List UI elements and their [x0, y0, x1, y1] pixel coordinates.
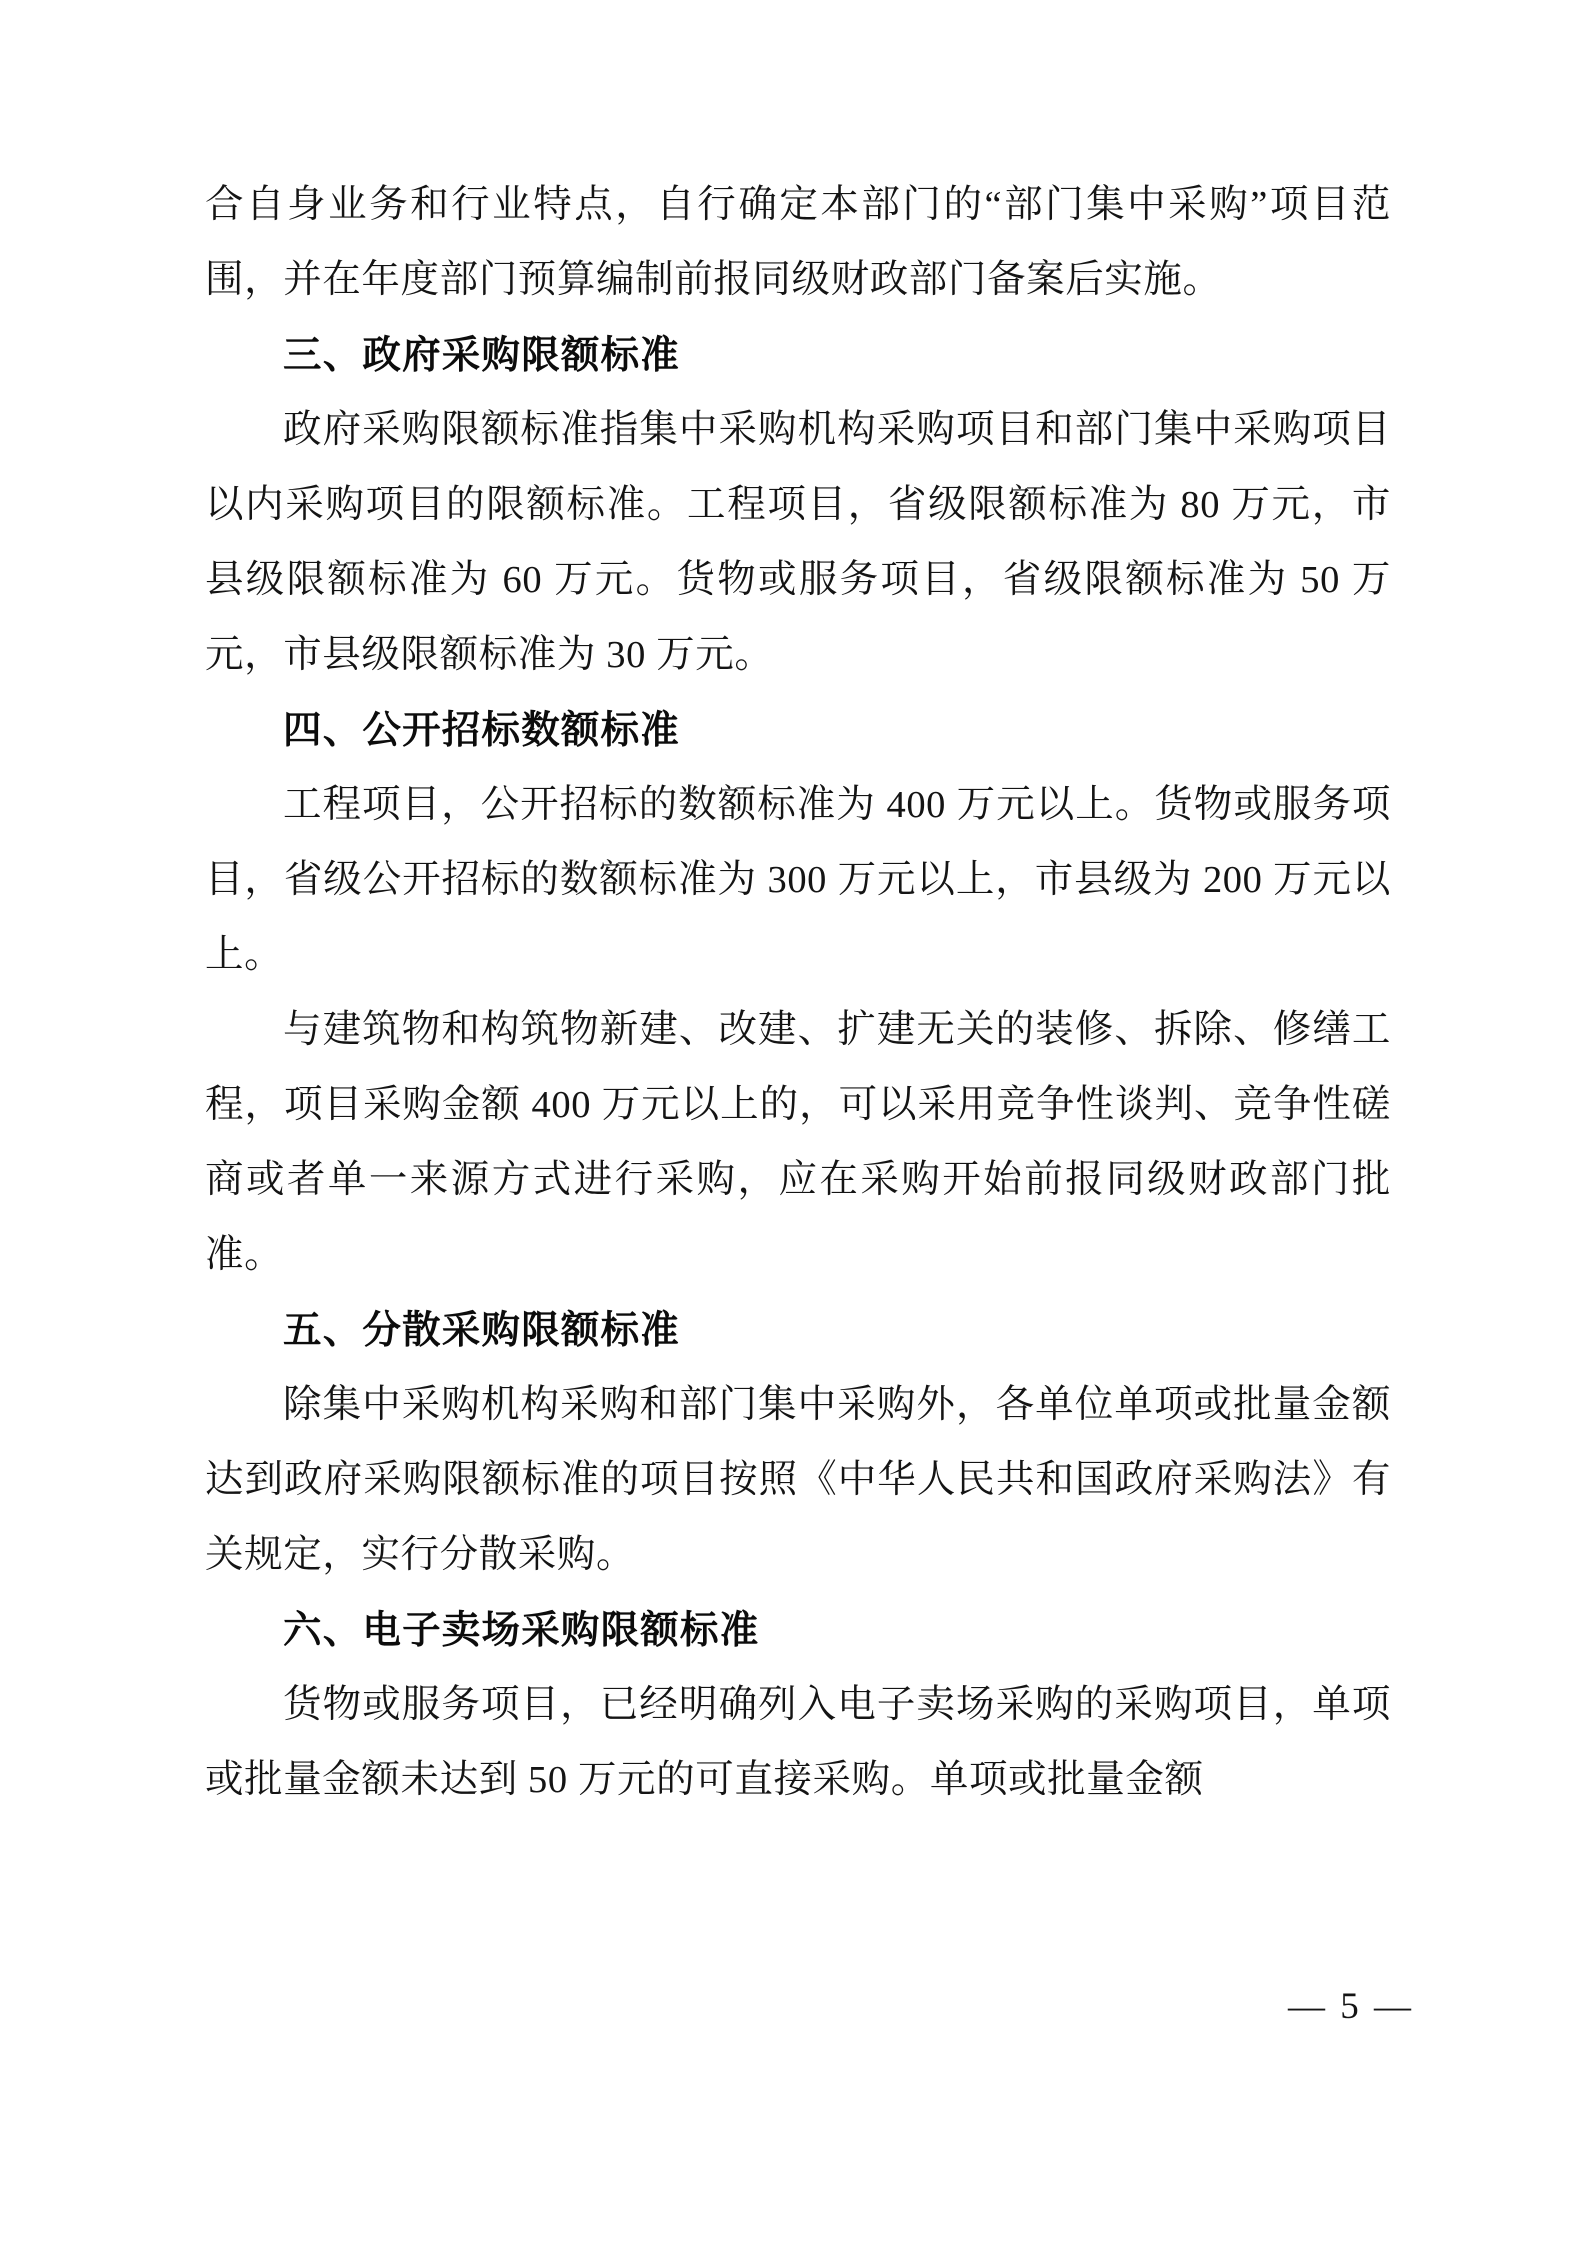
page-number: — 5 — — [1288, 1986, 1414, 2027]
section-heading: 六、电子卖场采购限额标准 — [283, 1609, 760, 1652]
document-body — [205, 168, 1391, 1818]
body-paragraph: 与建筑物和构筑物新建、改建、扩建无关的装修、拆除、修缮工程，项目采购金额 400 万元以上的，可以采用竞争性谈判、竞争性磋商或者单一来源方式进行采购，应在采购开始前报同级财政部门批准。 — [205, 1009, 1391, 1276]
body-paragraph: 货物或服务项目，已经明确列入电子卖场采购的采购项目，单项或批量金额未达到 50 万元的可直接采购。单项或批量金额 — [205, 1684, 1391, 1801]
body-paragraph: 合自身业务和行业特点，自行确定本部门的“部门集中采购”项目范围，并在年度部门预算编制前报同级财政部门备案后实施。 — [205, 184, 1391, 301]
section-heading: 四、公开招标数额标准 — [283, 709, 681, 752]
body-paragraph: 工程项目，公开招标的数额标准为 400 万元以上。货物或服务项目，省级公开招标的数额标准为 300 万元以上，市县级为 200 万元以上。 — [205, 784, 1391, 976]
body-paragraph: 政府采购限额标准指集中采购机构采购项目和部门集中采购项目以内采购项目的限额标准。工程项目，省级限额标准为 80 万元，市县级限额标准为 60 万元。货物或服务项目，省级限额标准为 50 万元，市县级限额标准为 30 万元。 — [205, 409, 1391, 676]
section-heading: 三、政府采购限额标准 — [283, 334, 681, 377]
section-heading: 五、分散采购限额标准 — [283, 1309, 681, 1352]
body-paragraph: 除集中采购机构采购和部门集中采购外，各单位单项或批量金额达到政府采购限额标准的项目按照《中华人民共和国政府采购法》有关规定，实行分散采购。 — [205, 1384, 1391, 1576]
